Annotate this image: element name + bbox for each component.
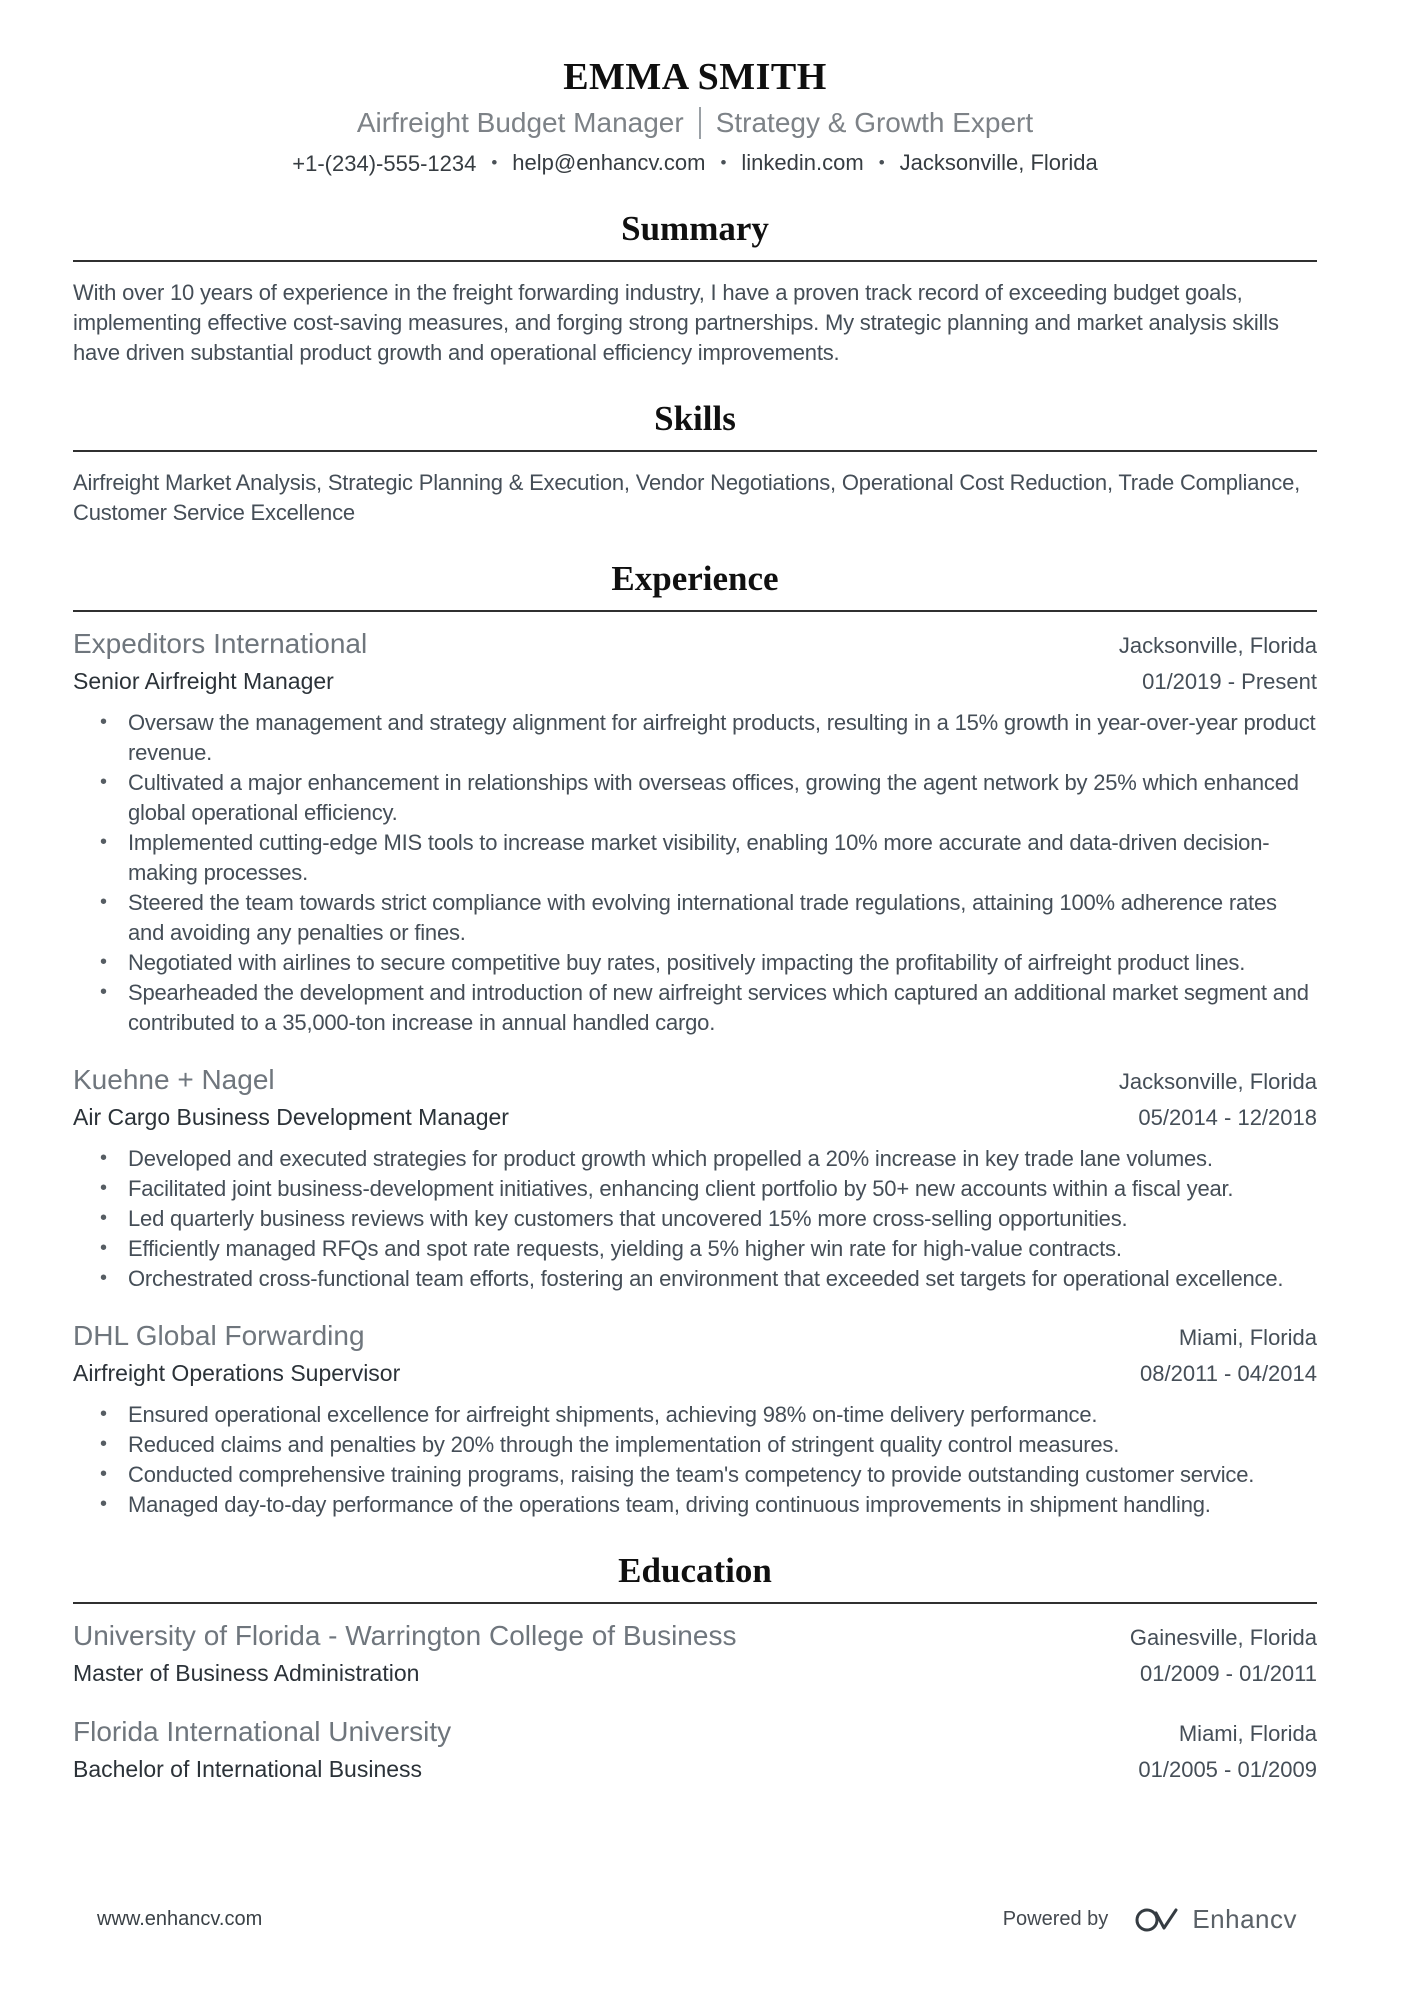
- job-bullet-list: [73, 1400, 1317, 1520]
- entry-header-row: [73, 626, 1317, 661]
- job-bullet-list: [73, 708, 1317, 1038]
- experience-entry: [73, 1062, 1317, 1294]
- section-title-experience: Experience: [611, 558, 779, 598]
- linkedin-link[interactable]: • linkedin.com: [705, 150, 863, 178]
- job-bullet: • Developed and executed strategies for product growth which propelled a 20% increase in key trade lane volumes.: [73, 1144, 1317, 1174]
- job-bullet: • Cultivated a major enhancement in relationships with overseas offices, growing the agent network by 25% which enhanced global operational efficiency.: [73, 768, 1317, 828]
- job-bullet: • Ensured operational excellence for airfreight shipments, achieving 98% on-time delivery performance.: [73, 1400, 1317, 1430]
- education-dates: 01/2009 - 01/2011: [1140, 1660, 1317, 1686]
- brand-wordmark: Enhancv: [1192, 1903, 1297, 1934]
- job-bullet: • Facilitated joint business-development initiatives, enhancing client portfolio by 50+ new accounts within a fiscal year.: [73, 1174, 1317, 1204]
- job-dates: 08/2011 - 04/2014: [1140, 1360, 1317, 1386]
- title-divider: [699, 107, 701, 139]
- job-title: Air Cargo Business Development Manager: [73, 1103, 509, 1130]
- company-name: DHL Global Forwarding: [73, 1319, 365, 1351]
- entry-header-row: [73, 1618, 1317, 1653]
- job-bullet: • Implemented cutting-edge MIS tools to increase market visibility, enabling 10% more accurate and data-driven decision-making processes.: [73, 828, 1317, 888]
- section-rule: [73, 260, 1317, 262]
- company-name: Expeditors International: [73, 627, 368, 659]
- section-rule: [73, 1602, 1317, 1604]
- job-location: Jacksonville, Florida: [1118, 1068, 1317, 1094]
- education-entry: [73, 1618, 1317, 1688]
- summary-text: With over 10 years of experience in the freight forwarding industry, I have a proven track record of exceeding budget goals, implementing effective cost-saving measures, and forging strong partnerships. My strategic planning and market analysis skills have driven substantial product growth and operational efficiency improvements.: [73, 279, 1279, 365]
- degree-name: Master of Business Administration: [73, 1659, 420, 1686]
- job-bullet: • Spearheaded the development and introduction of new airfreight services which captured an additional market segment and contributed to a 35,000-ton increase in annual handled cargo.: [73, 978, 1317, 1038]
- job-bullet: • Managed day-to-day performance of the operations team, driving continuous improvements in shipment handling.: [73, 1490, 1317, 1520]
- page-footer: [0, 1903, 1410, 1935]
- school-location: Gainesville, Florida: [1129, 1624, 1317, 1650]
- entry-header-row: [73, 1318, 1317, 1353]
- company-name: Kuehne + Nagel: [73, 1063, 275, 1095]
- powered-by-label: Powered by: [1002, 1907, 1109, 1930]
- contact-line: [73, 150, 1317, 178]
- job-bullet: • Orchestrated cross-functional team efforts, fostering an environment that exceeded set targets for operational excellence.: [73, 1264, 1317, 1294]
- job-title: Senior Airfreight Manager: [73, 667, 334, 694]
- job-bullet: • Reduced claims and penalties by 20% through the implementation of stringent quality control measures.: [73, 1430, 1317, 1460]
- entry-header-row: [73, 1062, 1317, 1097]
- job-location: Miami, Florida: [1178, 1324, 1317, 1350]
- entry-role-row: [73, 1103, 1317, 1132]
- institution-name: Florida International University: [73, 1715, 452, 1747]
- job-bullet: • Conducted comprehensive training programs, raising the team's competency to provide outstanding customer service.: [73, 1460, 1317, 1490]
- candidate-name: EMMA SMITH: [563, 56, 827, 98]
- email-link[interactable]: • help@enhancv.com: [476, 150, 705, 178]
- section-title-skills: Skills: [654, 398, 736, 438]
- resume-header: [73, 56, 1317, 178]
- education-dates: 01/2005 - 01/2009: [1138, 1756, 1317, 1782]
- experience-entry: [73, 1318, 1317, 1520]
- school-location: Miami, Florida: [1178, 1720, 1317, 1746]
- experience-entry: [73, 626, 1317, 1038]
- job-dates: 01/2019 - Present: [1142, 668, 1317, 694]
- section-title-education: Education: [618, 1550, 772, 1590]
- degree-name: Bachelor of International Business: [73, 1755, 423, 1782]
- job-bullet-list: [73, 1144, 1317, 1294]
- entry-role-row: [73, 667, 1317, 696]
- entry-role-row: [73, 1755, 1317, 1784]
- enhancv-logo-icon: [1134, 1903, 1180, 1935]
- role-primary: Airfreight Budget Manager: [356, 106, 684, 138]
- job-bullet: • Led quarterly business reviews with key customers that uncovered 15% more cross-selling opportunities.: [73, 1204, 1317, 1234]
- entry-role-row: [73, 1359, 1317, 1388]
- candidate-title: [73, 106, 1317, 140]
- entry-header-row: [73, 1714, 1317, 1749]
- section-title-summary: Summary: [621, 208, 769, 248]
- institution-name: University of Florida - Warrington College of Business: [73, 1619, 737, 1651]
- job-bullet: • Oversaw the management and strategy alignment for airfreight products, resulting in a 15% growth in year-over-year product revenue.: [73, 708, 1317, 768]
- location-text: • Jacksonville, Florida: [864, 150, 1098, 178]
- skills-text: Airfreight Market Analysis, Strategic Planning & Execution, Vendor Negotiations, Operational Cost Reduction, Trade Compliance, Customer Service Excellence: [73, 469, 1301, 525]
- section-rule: [73, 450, 1317, 452]
- job-dates: 05/2014 - 12/2018: [1138, 1104, 1317, 1130]
- job-bullet: • Negotiated with airlines to secure competitive buy rates, positively impacting the profitability of airfreight product lines.: [73, 948, 1317, 978]
- job-bullet: • Steered the team towards strict compliance with evolving international trade regulations, attaining 100% adherence rates and avoiding any penalties or fines.: [73, 888, 1317, 948]
- education-entry: [73, 1714, 1317, 1784]
- entry-role-row: [73, 1659, 1317, 1688]
- role-secondary: Strategy & Growth Expert: [715, 106, 1034, 138]
- powered-by-block[interactable]: [1003, 1903, 1297, 1935]
- section-rule: [73, 610, 1317, 612]
- website-link[interactable]: www.enhancv.com: [97, 1907, 263, 1930]
- job-location: Jacksonville, Florida: [1118, 632, 1317, 658]
- phone-number: +1-(234)-555-1234: [292, 150, 477, 176]
- job-title: Airfreight Operations Supervisor: [73, 1359, 401, 1386]
- job-bullet: • Efficiently managed RFQs and spot rate requests, yielding a 5% higher win rate for high-value contracts.: [73, 1234, 1317, 1264]
